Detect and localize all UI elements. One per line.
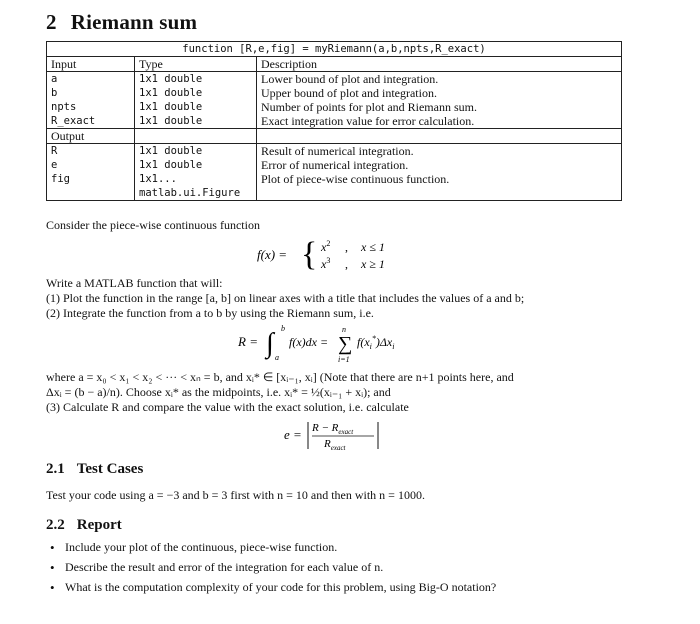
subsection-title: Report [76,517,122,533]
input-description: Number of points for plot and Riemann sum. [257,100,622,114]
list-item: • Describe the result and error of the integration for each value of n. [46,560,496,580]
case-1-sep: , [345,240,348,254]
function-signature: function [R,e,fig] = myRiemann(a,b,npts,R_exact) [47,42,622,57]
output-type: 1x1 double [135,158,257,172]
function-spec-table [46,41,622,201]
input-description: Lower bound of plot and integration. [257,72,622,87]
subsection-number: 2.2 [46,517,65,533]
input-name: a [47,72,135,87]
header-description: Description [257,57,622,72]
subsection-number: 2.1 [46,461,65,477]
where-line-1: where a = x₀ < x₁ < x₂ < ··· < xₙ = b, and xᵢ* ∈ [xᵢ₋₁, xᵢ] (Note that there are n+1 points here, and [46,370,514,384]
input-type: 1x1 double [135,100,257,114]
section-title: Riemann sum [70,10,198,34]
case-1-cond: x ≤ 1 [361,240,385,254]
sigma-symbol: ∑ [338,333,353,355]
output-description: Plot of piece-wise continuous function. [257,172,622,186]
output-name: fig [47,172,135,186]
case-2-expr: $x^3$ [321,256,331,271]
output-description: Result of numerical integration. [257,144,622,159]
list-item: • What is the computation complexity of your code for this problem, using Big-O notation? [46,580,496,600]
case-1-expr: $x^2$ [321,239,331,254]
summand: $f(x_i^*)\Delta x_i$ [357,334,395,351]
task-3: (3) Calculate R and compare the value with the exact solution, i.e. calculate [46,400,409,414]
error-lhs: e = [284,427,302,442]
section-heading [46,10,197,35]
task-2: (2) Integrate the function from a to b by using the Riemann sum, i.e. [46,306,374,320]
table-row [47,144,622,159]
report-list [46,540,496,600]
integral-upper: b [281,324,285,333]
output-type: 1x1... [135,172,257,186]
equation-lhs: f(x) = [257,247,288,262]
table-row [47,100,622,114]
error-equation [282,416,392,454]
input-name: b [47,86,135,100]
output-name: R [47,144,135,159]
test-cases-heading [46,461,143,478]
sum-lhs: R = [238,334,258,349]
sum-lower: i=1 [338,355,350,364]
input-type: 1x1 double [135,72,257,87]
subsection-title: Test Cases [76,461,144,477]
error-denominator: $R_{exact}$ [324,438,346,452]
integral-symbol: ∫ [266,328,274,359]
input-description: Upper bound of plot and integration. [257,86,622,100]
input-name: npts [47,100,135,114]
input-description: Exact integration value for error calculation. [257,114,622,129]
sum-upper: n [342,325,346,334]
header-input: Input [47,57,135,72]
error-numerator: $R - R_{exact}$ [312,422,354,436]
table-row [47,114,622,129]
integral-lower: a [275,353,279,362]
task-1: (1) Plot the function in the range [a, b] on linear axes with a title that includes the values of a and b; [46,291,525,305]
test-cases-text: Test your code using a = −3 and b = 3 first with n = 10 and then with n = 1000. [46,488,425,502]
input-name: R_exact [47,114,135,129]
piecewise-equation [255,234,405,274]
input-type: 1x1 double [135,86,257,100]
input-type: 1x1 double [135,114,257,129]
output-type: 1x1 double [135,144,257,159]
brace-symbol: { [301,236,318,273]
task-intro: Write a MATLAB function that will: [46,276,223,290]
output-header: Output [47,129,135,144]
riemann-sum-equation [236,322,446,366]
header-type: Type [135,57,257,72]
table-row [47,72,622,87]
table-row [47,172,622,186]
case-2-sep: , [345,257,348,271]
list-item: • Include your plot of the continuous, piece-wise function. [46,540,496,560]
table-row [47,86,622,100]
report-heading [46,517,122,534]
where-line-2: Δxᵢ = (b − a)/n). Choose xᵢ* as the midpoints, i.e. xᵢ* = ½(xᵢ₋₁ + xᵢ); and [46,385,391,399]
intro-text: Consider the piece-wise continuous function [46,218,260,232]
output-name: e [47,158,135,172]
case-2-cond: x ≥ 1 [361,257,385,271]
section-number: 2 [46,10,57,34]
table-row [47,158,622,172]
output-description: Error of numerical integration. [257,158,622,172]
integrand: f(x)dx = [289,335,329,349]
fig-type-continuation: matlab.ui.Figure [135,186,257,201]
